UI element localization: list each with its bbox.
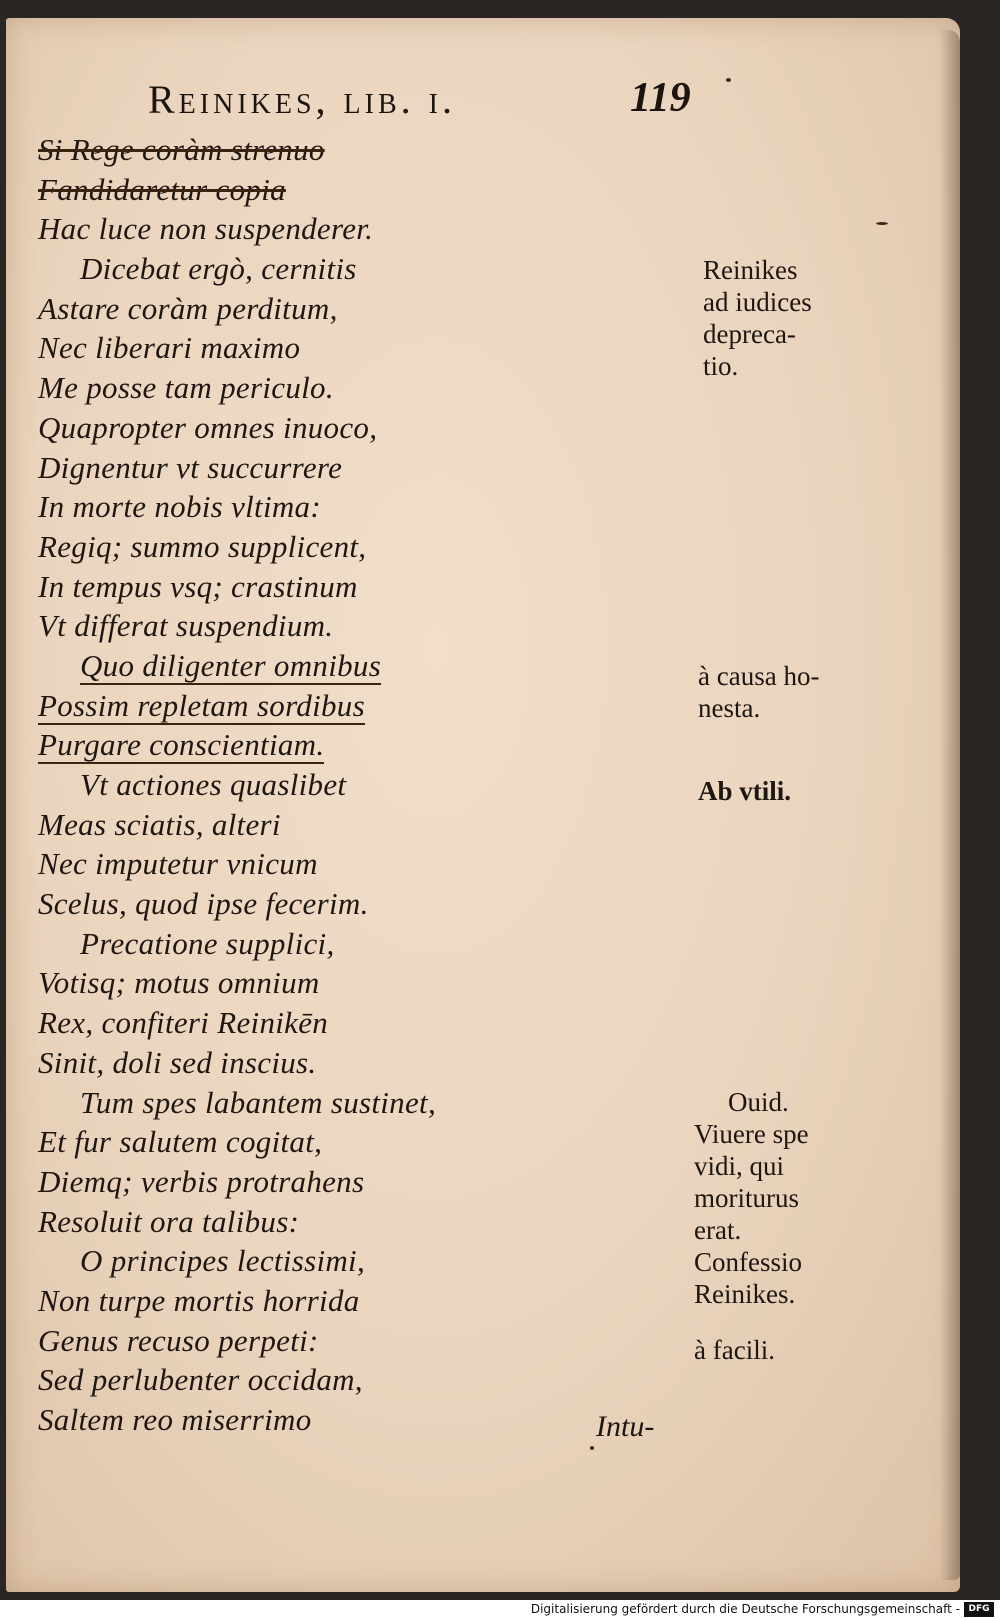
marginal-line: Ouid. <box>728 1087 789 1117</box>
ink-speck <box>590 1446 594 1450</box>
verse-line: Nec liberari maximo <box>38 330 301 366</box>
ink-speck <box>876 222 888 225</box>
marginal-note <box>698 775 791 807</box>
marginal-line: à facili. <box>694 1335 775 1365</box>
verse-line: Meas sciatis, alteri <box>38 806 281 842</box>
verse-line: Vt actiones quaslibet <box>80 767 347 802</box>
verse-line: Rex, confiteri Reinikēn <box>38 1005 329 1041</box>
marginal-line: tio. <box>703 351 739 381</box>
verse-line: In tempus vsq; crastinum <box>38 568 358 604</box>
verse-line: Diemq; verbis protrahens <box>38 1163 365 1199</box>
marginal-note <box>694 1334 775 1366</box>
marginal-note <box>694 1086 809 1310</box>
verse-line: Quapropter omnes inuoco, <box>38 409 378 445</box>
verse-line: Sed perlubenter occidam, <box>38 1362 363 1398</box>
verse-line: Purgare conscientiam. <box>38 727 325 763</box>
verse-line: Fandidaretur copia <box>38 171 286 207</box>
verse-line: In morte nobis vltima: <box>38 489 321 525</box>
verse-line: Quo diligenter omnibus <box>80 647 382 683</box>
verse-line: Resoluit ora talibus: <box>38 1203 300 1239</box>
verse-line: Votisq; motus omnium <box>38 965 320 1001</box>
marginal-line: vidi, qui <box>694 1151 785 1181</box>
dfg-logo: DFG <box>964 1602 994 1617</box>
marginal-note <box>703 254 812 382</box>
verse-line: Dignentur vt succurrere <box>38 449 343 485</box>
page-number: 119 <box>630 75 691 121</box>
verse-line: Tum spes labantem sustinet, <box>80 1084 437 1120</box>
verse-line: Nec imputetur vnicum <box>38 846 318 882</box>
verse-line: Sinit, doli sed inscius. <box>38 1044 317 1080</box>
verse-line: Non turpe mortis horrida <box>38 1282 360 1318</box>
catchword: Intu- <box>596 1410 655 1443</box>
marginal-line: Reinikes. <box>694 1279 796 1309</box>
marginal-line: Ab vtili. <box>698 776 792 806</box>
marginal-line: à causa ho- <box>698 661 820 691</box>
marginal-note <box>698 660 819 724</box>
marginal-line: erat. <box>694 1215 742 1245</box>
marginal-line: depreca- <box>703 319 796 349</box>
verse-line: Me posse tam periculo. <box>38 370 334 406</box>
verse-line: Vt differat suspendium. <box>38 608 334 644</box>
verse-line: Precatione supplici, <box>80 925 335 961</box>
verse-line: Regiq; summo supplicent, <box>38 528 367 564</box>
footer-bar <box>0 1600 1000 1620</box>
verse-line: Hac luce non suspenderer. <box>38 211 374 247</box>
verse-line: Dicebat ergò, cernitis <box>80 251 357 287</box>
verse-line: Si Rege coràm strenuo <box>38 132 325 167</box>
verse-line: O principes lectissimi, <box>80 1243 366 1279</box>
verse-line: Genus recuso perpeti: <box>38 1322 319 1358</box>
marginal-line: Viuere spe <box>694 1119 809 1149</box>
verse-line: Astare coràm perditum, <box>38 290 338 326</box>
page-edge-shadow <box>940 30 960 1580</box>
running-title: Reinikes, lib. i. <box>148 77 456 122</box>
marginal-line: moriturus <box>694 1183 799 1213</box>
verse-line: Scelus, quod ipse fecerim. <box>38 886 369 922</box>
verse-line: Saltem reo miserrimo <box>38 1402 312 1437</box>
footer-credit: Digitalisierung gefördert durch die Deutsche Forschungsgemeinschaft - <box>530 1602 960 1616</box>
verse-line: Possim repletam sordibus <box>38 687 365 723</box>
marginal-line: Reinikes <box>703 255 798 285</box>
marginal-line: nesta. <box>698 693 761 723</box>
marginal-line: ad iudices <box>703 287 812 317</box>
poem-text <box>38 130 638 1440</box>
ink-speck <box>726 78 731 82</box>
marginal-line: Confessio <box>694 1247 802 1277</box>
verse-line: Et fur salutem cogitat, <box>38 1124 323 1160</box>
